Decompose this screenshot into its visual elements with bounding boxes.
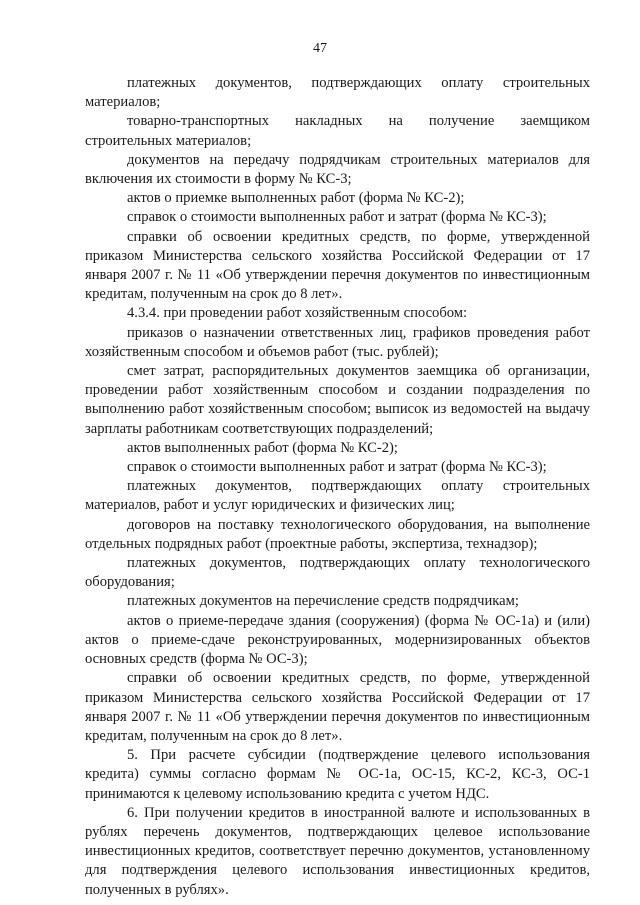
paragraph-item-6-foreign-currency: 6. При получении кредитов в иностранной валюте и использованных в рублях перечень документов, подтверждающих целевое использование инвестиционных кредитов, соответствует перечню документов, установленному для подтверждения целевого использования инвестиционных кредитов, полученных в рублях». xyxy=(85,804,590,898)
document-body xyxy=(85,74,590,900)
paragraph-cost-certificates-ks3: справок о стоимости выполненных работ и затрат (форма № КС-3); xyxy=(127,209,547,226)
page-number: 47 xyxy=(313,41,327,56)
paragraph-item-5-subsidy: 5. При расчете субсидии (подтверждение целевого использования кредита) суммы согласно формам № ОС-1а, ОС-15, КС-2, КС-3, ОС-1 принимаются к целевому использованию кредита с учетом НДС. xyxy=(85,747,590,802)
paragraph-payment-docs-contractors: платежных документов на перечисление средств подрядчикам; xyxy=(127,593,519,610)
paragraph-waybills: товарно-транспортных накладных на получение заемщиком строительных материалов; xyxy=(85,113,590,149)
paragraph-acceptance-acts-ks2: актов о приемке выполненных работ (форма № КС-2); xyxy=(127,190,465,207)
paragraph-transfer-acts-os: актов о приеме-передаче здания (сооружения) (форма № ОС-1а) и (или) актов о приеме-сдаче реконструированных, модернизированных объектов основных средств (форма № ОС-3); xyxy=(85,612,590,668)
paragraph-section-4-3-4: 4.3.4. при проведении работ хозяйственным способом: xyxy=(127,305,468,322)
paragraph-credit-utilization-certificate: справки об освоении кредитных средств, по форме, утвержденной приказом Министерства сельского хозяйства Российской Федерации от 17 января 2007 г. № 11 «Об утверждении перечня документов по инвестиционным кредитам, полученным на срок до 8 лет». xyxy=(85,228,590,303)
paragraph-work-acts-ks2: актов выполненных работ (форма № КС-2); xyxy=(127,439,398,456)
paragraph-orders-responsible: приказов о назначении ответственных лиц, графиков проведения работ хозяйственным способом и объемов работ (тыс. рублей); xyxy=(85,324,590,360)
paragraph-payment-docs-materials: платежных документов, подтверждающих оплату строительных материалов; xyxy=(85,75,590,111)
paragraph-cost-certificates-ks3-2: справок о стоимости выполненных работ и затрат (форма № КС-3); xyxy=(127,459,547,476)
paragraph-cost-estimates: смет затрат, распорядительных документов заемщика об организации, проведении работ хозяйственным способом и создании подразделения по выполнению работ хозяйственным способом; выписок из ведомостей на выдачу зарплаты работникам соответствующих подразделений; xyxy=(85,363,590,437)
paragraph-credit-utilization-certificate-2: справки об освоении кредитных средств, по форме, утвержденной приказом Министерства сельского хозяйства Российской Федерации от 17 января 2007 г. № 11 «Об утверждении перечня документов по инвестиционным кредитам, полученным на срок до 8 лет». xyxy=(85,670,590,744)
paragraph-equipment-contracts: договоров на поставку технологического оборудования, на выполнение отдельных подрядных работ (проектные работы, экспертиза, технадзор); xyxy=(85,516,590,552)
paragraph-transfer-docs: документов на передачу подрядчикам строительных материалов для включения их стоимости в форму № КС-3; xyxy=(85,151,590,188)
paragraph-payment-docs-services: платежных документов, подтверждающих оплату строительных материалов, работ и услуг юридических и физических лиц; xyxy=(85,478,590,514)
paragraph-payment-docs-equipment: платежных документов, подтверждающих оплату технологического оборудования; xyxy=(85,555,590,591)
